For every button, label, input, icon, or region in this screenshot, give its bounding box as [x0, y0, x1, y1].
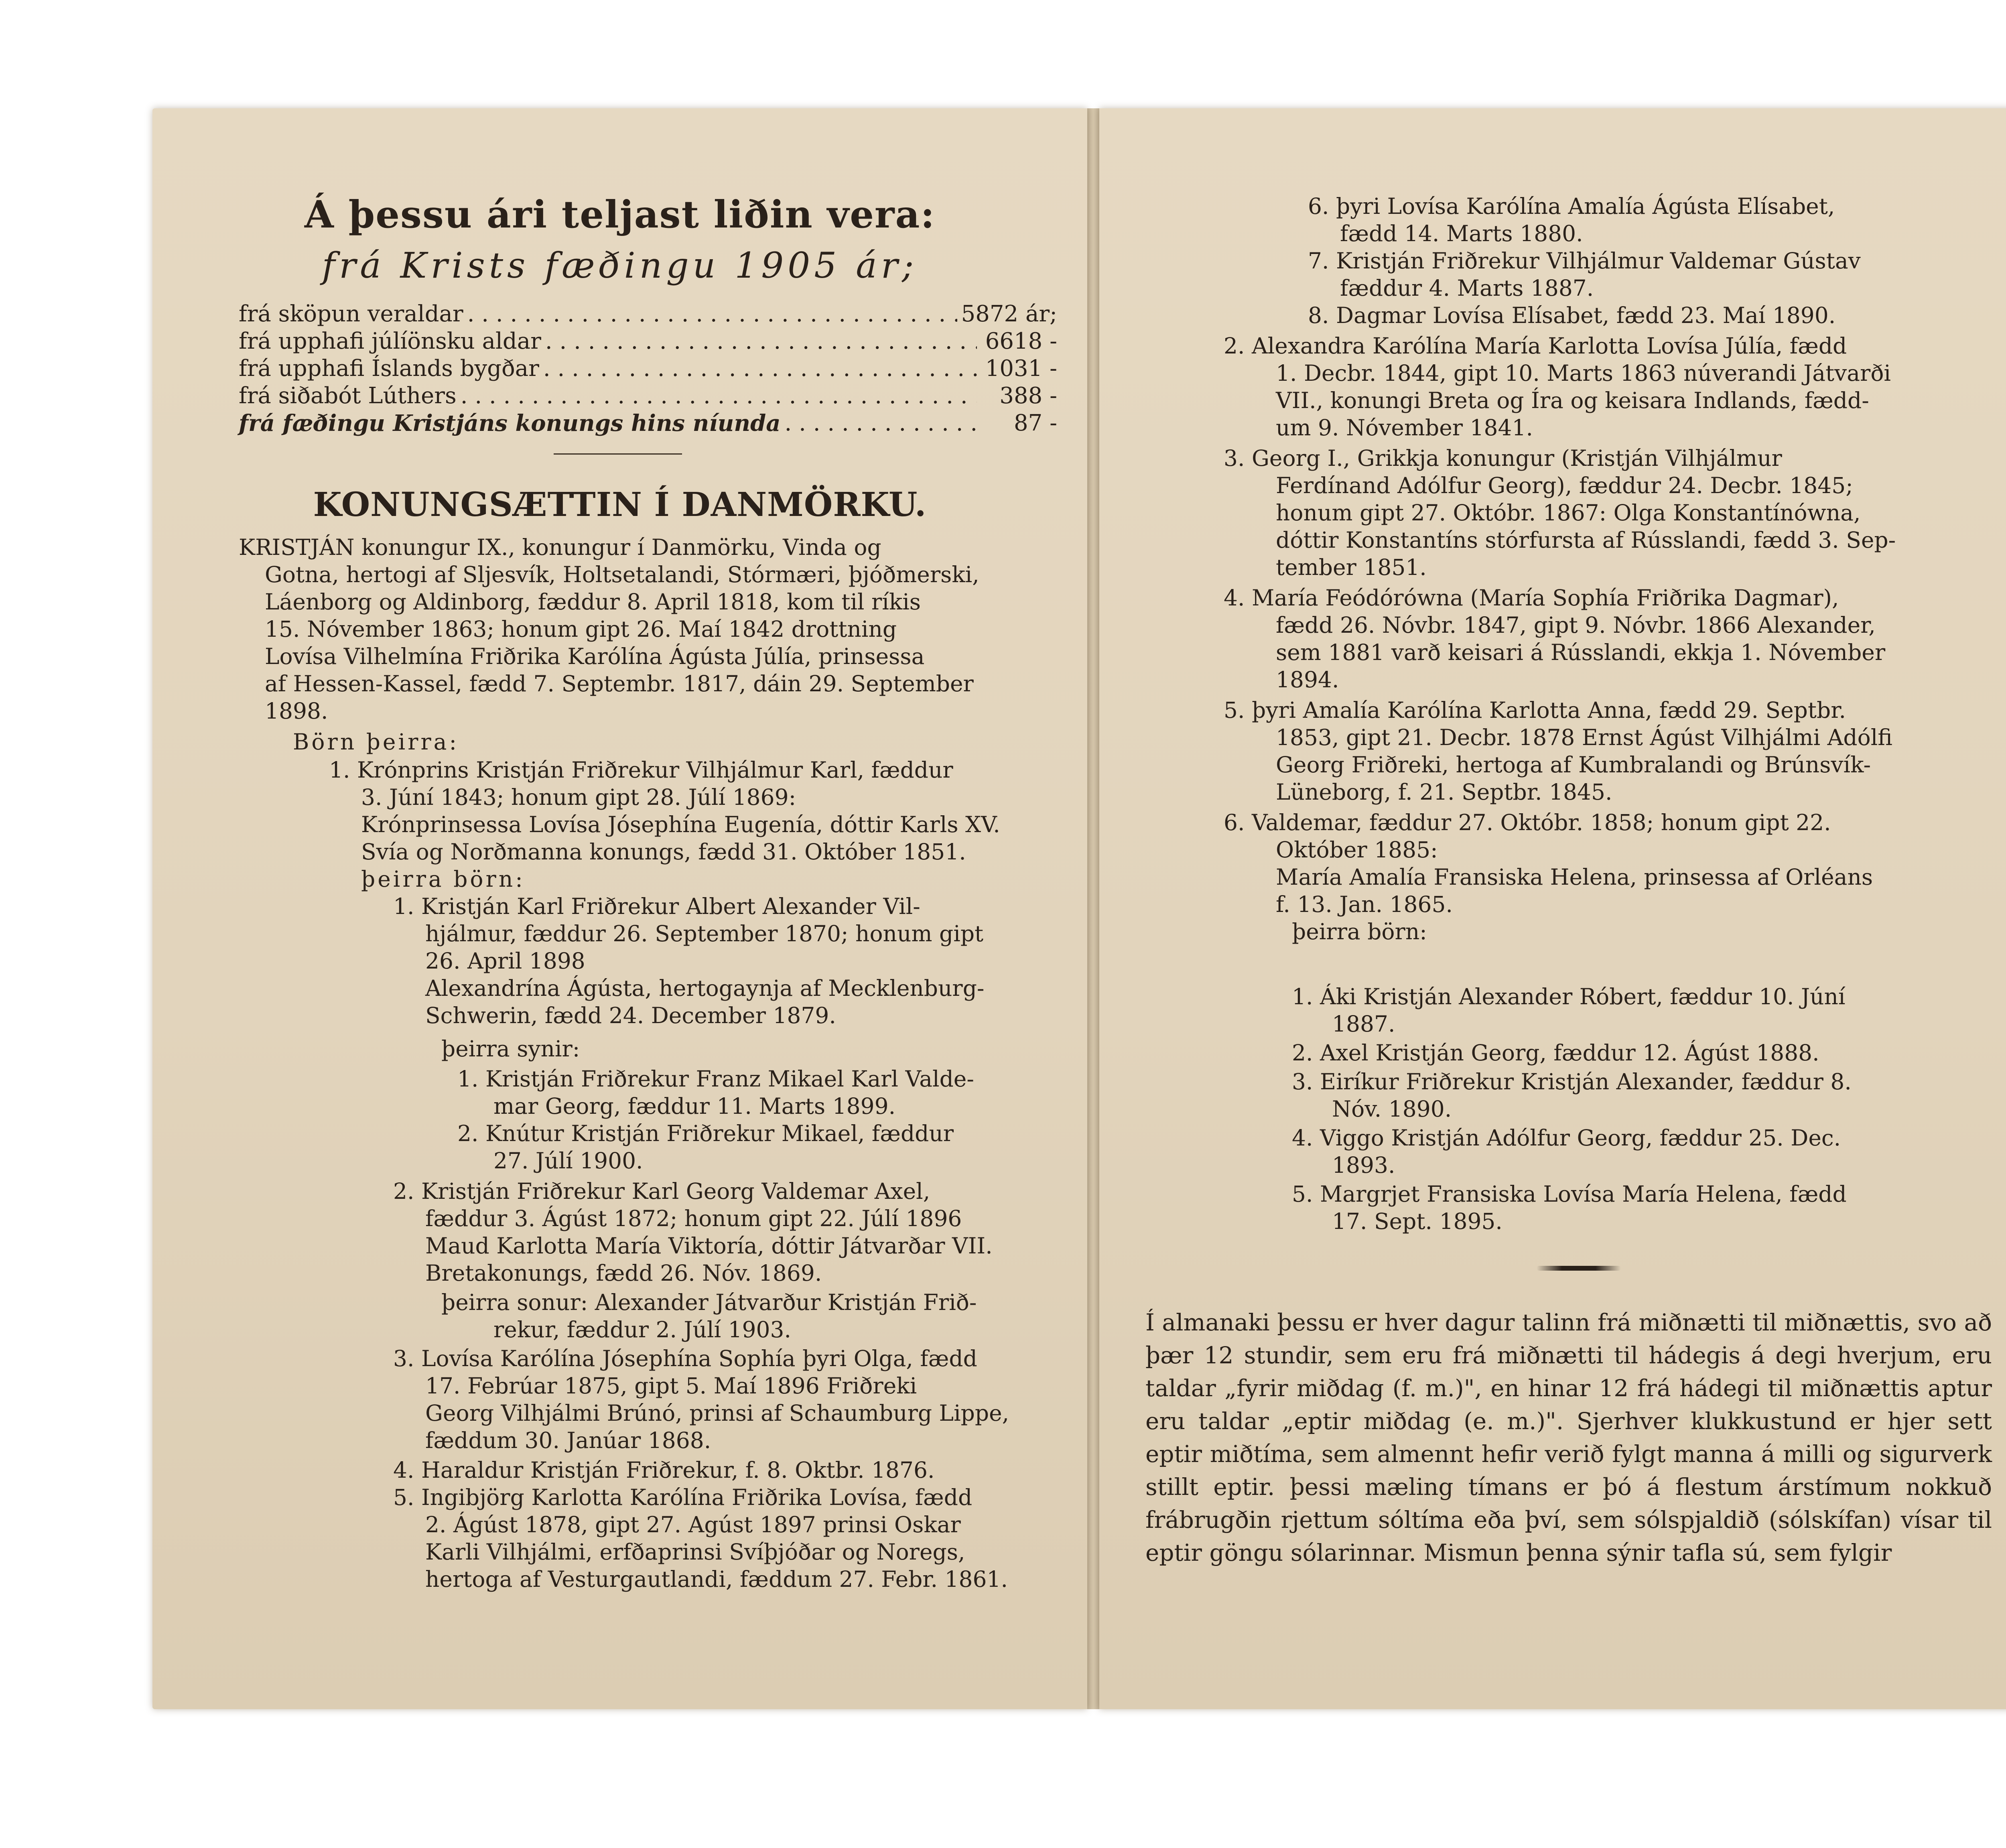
text-line: 3. Eiríkur Friðrekur Kristján Alexander, fæddur 8. — [1292, 1069, 1852, 1095]
text-line: 7. Kristján Friðrekur Vilhjálmur Valdemar Gústav — [1308, 248, 1861, 274]
text-line: af Hessen-Kassel, fædd 7. Septembr. 1817, dáin 29. September — [265, 671, 974, 697]
text-line: Nóv. 1890. — [1332, 1096, 1452, 1122]
text-line: um 9. Nóvember 1841. — [1276, 415, 1533, 441]
ornamental-rule — [1537, 1266, 1621, 1271]
text-line: 1893. — [1332, 1152, 1395, 1178]
text-line: Gotna, hertogi af Sljesvík, Holtsetalandi, Stórmæri, þjóðmerski, — [265, 562, 979, 587]
text-line: fædd 26. Nóvbr. 1847, gipt 9. Nóvbr. 1866 Alexander, — [1276, 612, 1876, 638]
text-line: 2. Ágúst 1878, gipt 27. Agúst 1897 prinsi Oskar — [425, 1512, 961, 1537]
era-row — [239, 301, 1057, 327]
text-line: fæddum 30. Janúar 1868. — [425, 1428, 711, 1453]
text-line: 15. Nóvember 1863; honum gipt 26. Maí 1842 drottning — [265, 616, 897, 642]
text-line: Schwerin, fædd 24. December 1879. — [425, 1003, 836, 1028]
text-line: Ferdínand Adólfur Georg), fæddur 24. Decbr. 1845; — [1276, 473, 1853, 498]
text-line: 6. Valdemar, fæddur 27. Októbr. 1858; honum gipt 22. — [1224, 810, 1831, 835]
text-line: 3. Lovísa Karólína Jósephína Sophía þyri Olga, fædd — [393, 1346, 977, 1371]
text-line: Börn þeirra: — [293, 729, 459, 755]
text-line: 17. Febrúar 1875, gipt 5. Maí 1896 Friðreki — [425, 1373, 917, 1399]
text-line: 1. Decbr. 1844, gipt 10. Marts 1863 núverandi Játvarði — [1276, 360, 1891, 386]
text-line: 1853, gipt 21. Decbr. 1878 Ernst Ágúst Vilhjálmi Adólfi — [1276, 725, 1892, 750]
text-line: þeirra synir: — [441, 1036, 580, 1062]
text-line: Láenborg og Aldinborg, fæddur 8. April 1818, kom til ríkis — [265, 589, 921, 615]
text-line: 1894. — [1276, 667, 1339, 692]
text-line: 5. Margrjet Fransiska Lovísa María Helena, fædd — [1292, 1181, 1847, 1207]
text-line: 5. Ingibjörg Karlotta Karólína Friðrika Lovísa, fædd — [393, 1484, 973, 1510]
era-label: frá upphafi Íslands bygðar — [239, 355, 539, 382]
text-line: 3. Georg I., Grikkja konungur (Kristján Vilhjálmur — [1224, 445, 1782, 471]
era-label: frá upphafi júlíönsku aldar — [239, 328, 541, 354]
text-line: Lovísa Vilhelmína Friðrika Karólína Ágústa Júlía, prinsessa — [265, 644, 925, 669]
text-line: hjálmur, fæddur 26. September 1870; honum gipt — [425, 921, 984, 946]
text-line: fæddur 3. Ágúst 1872; honum gipt 22. Júlí 1896 — [425, 1206, 962, 1231]
text-line: 27. Júlí 1900. — [493, 1148, 643, 1174]
text-line: Lüneborg, f. 21. Septbr. 1845. — [1276, 779, 1612, 805]
text-line: Október 1885: — [1276, 837, 1438, 863]
text-line: mar Georg, fæddur 11. Marts 1899. — [493, 1093, 896, 1119]
era-label: frá siðabót Lúthers — [239, 383, 457, 409]
text-line: fæddur 4. Marts 1887. — [1340, 275, 1594, 301]
text-line: 1. Kristján Karl Friðrekur Albert Alexander Vil- — [393, 894, 920, 919]
text-line: 17. Sept. 1895. — [1332, 1208, 1502, 1234]
text-line: Bretakonungs, fædd 26. Nóv. 1869. — [425, 1260, 822, 1286]
text-line: VII., konungi Breta og Íra og keisara Indlands, fædd- — [1276, 388, 1869, 413]
right-page — [1099, 108, 2006, 1709]
text-line: 6. þyri Lovísa Karólína Amalía Ágústa Elísabet, — [1308, 193, 1835, 219]
text-line: 2. Knútur Kristján Friðrekur Mikael, fæddur — [457, 1121, 954, 1146]
text-line: 1898. — [265, 698, 328, 724]
text-line: 4. Haraldur Kristján Friðrekur, f. 8. Oktbr. 1876. — [393, 1457, 935, 1483]
text-line: 1. Áki Kristján Alexander Róbert, fæddur 10. Júní — [1292, 984, 1846, 1009]
divider — [554, 453, 682, 455]
text-line: Alexandrína Ágústa, hertogaynja af Mecklenburg- — [425, 975, 985, 1001]
text-line: 4. Viggo Kristján Adólfur Georg, fæddur 25. Dec. — [1292, 1125, 1841, 1151]
era-row — [239, 383, 1057, 409]
text-line: sem 1881 varð keisari á Rússlandi, ekkja 1. Nóvember — [1276, 640, 1886, 665]
text-line: þeirra börn: — [361, 866, 525, 892]
section-heading: KONUNGSÆTTIN Í DANMÖRKU. — [313, 485, 927, 524]
text-line: 8. Dagmar Lovísa Elísabet, fædd 23. Maí 1890. — [1308, 303, 1836, 328]
text-line: Georg Friðreki, hertoga af Kumbralandi og Brúnsvík- — [1276, 752, 1871, 778]
text-line: 3. Júní 1843; honum gipt 28. Júlí 1869: — [361, 784, 796, 810]
text-line: 5. þyri Amalía Karólína Karlotta Anna, fædd 29. Septbr. — [1224, 697, 1846, 723]
text-line: þeirra börn: — [1292, 919, 1427, 944]
text-line: Karli Vilhjálmi, erfðaprinsi Svíþjóðar og Noregs, — [425, 1539, 965, 1565]
left-page — [152, 108, 1087, 1709]
text-line: Svía og Norðmanna konungs, fædd 31. Október 1851. — [361, 839, 966, 865]
page-subtitle: frá Krists fæðingu 1905 ár; — [322, 245, 918, 286]
era-value: 1031 - — [985, 355, 1057, 382]
era-row — [239, 355, 1057, 382]
era-value: 5872 ár; — [961, 301, 1057, 327]
text-line: Georg Vilhjálmi Brúnó, prinsi af Schaumburg Lippe, — [425, 1400, 1009, 1426]
era-label: frá sköpun veraldar — [239, 301, 463, 327]
era-label: frá fæðingu Kristjáns konungs hins níunda — [239, 410, 781, 437]
almanac-paragraph: Í almanaki þessu er hver dagur talinn frá miðnætti til miðnættis, svo að þær 12 stundir, sem eru frá miðnætti til hádegis á degi hverjum, eru taldar „fyrir miðdag (f. m.)", en hinar 12 frá hádegi til miðnættis aptur eru taldar „eptir miðdag (e. m.)". Sjerhver klukkustund er hjer sett eptir miðtíma, sem almennt hefir verið fylgt manna á milli og sigurverk stillt eptir. þessi mæling tímans er þó á flestum árstímum nokkuð frábrugðin rjettum sóltíma eða því, sem sólspjaldið (sólskífan) vísar til eptir göngu sólarinnar. Mismun þenna sýnir tafla sú, sem fylgir — [1145, 1309, 1992, 1566]
text-line: tember 1851. — [1276, 554, 1427, 580]
text-line: 26. April 1898 — [425, 948, 585, 974]
text-line: 1. Krónprins Kristján Friðrekur Vilhjálmur Karl, fæddur — [329, 757, 953, 783]
text-line: þeirra sonur: Alexander Játvarður Kristján Frið- — [441, 1290, 977, 1315]
era-row — [239, 410, 1057, 437]
text-line: KRISTJÁN konungur IX., konungur í Danmörku, Vinda og — [239, 534, 881, 560]
text-line: 4. María Feódórówna (María Sophía Friðrika Dagmar), — [1224, 585, 1839, 611]
text-line: dóttir Konstantíns stórfursta af Rússlandi, fædd 3. Sep- — [1276, 527, 1896, 553]
era-value: 87 - — [1014, 410, 1057, 436]
text-line: rekur, fæddur 2. Júlí 1903. — [493, 1317, 792, 1342]
era-row — [239, 328, 1057, 354]
text-line: 2. Kristján Friðrekur Karl Georg Valdemar Axel, — [393, 1178, 930, 1204]
text-line: 1. Kristján Friðrekur Franz Mikael Karl Valde- — [457, 1066, 974, 1092]
era-value: 388 - — [999, 383, 1057, 409]
text-line: f. 13. Jan. 1865. — [1276, 892, 1453, 917]
text-line: honum gipt 27. Októbr. 1867: Olga Konstantínówna, — [1276, 500, 1861, 526]
text-line: María Amalía Fransiska Helena, prinsessa af Orléans — [1276, 864, 1873, 890]
text-line: fædd 14. Marts 1880. — [1340, 221, 1583, 246]
text-line: 2. Axel Kristján Georg, fæddur 12. Ágúst 1888. — [1292, 1040, 1819, 1066]
text-line: Krónprinsessa Lovísa Jósephína Eugenía, dóttir Karls XV. — [361, 812, 1000, 837]
era-value: 6618 - — [985, 328, 1057, 354]
text-line: Maud Karlotta María Viktoría, dóttir Játvarðar VII. — [425, 1233, 993, 1259]
page-title: Á þessu ári teljast liðin vera: — [304, 193, 936, 237]
text-line: 1887. — [1332, 1011, 1395, 1037]
text-line: 2. Alexandra Karólína María Karlotta Lovísa Júlía, fædd — [1224, 333, 1847, 359]
text-line: hertoga af Vesturgautlandi, fæddum 27. Febr. 1861. — [425, 1566, 1008, 1592]
